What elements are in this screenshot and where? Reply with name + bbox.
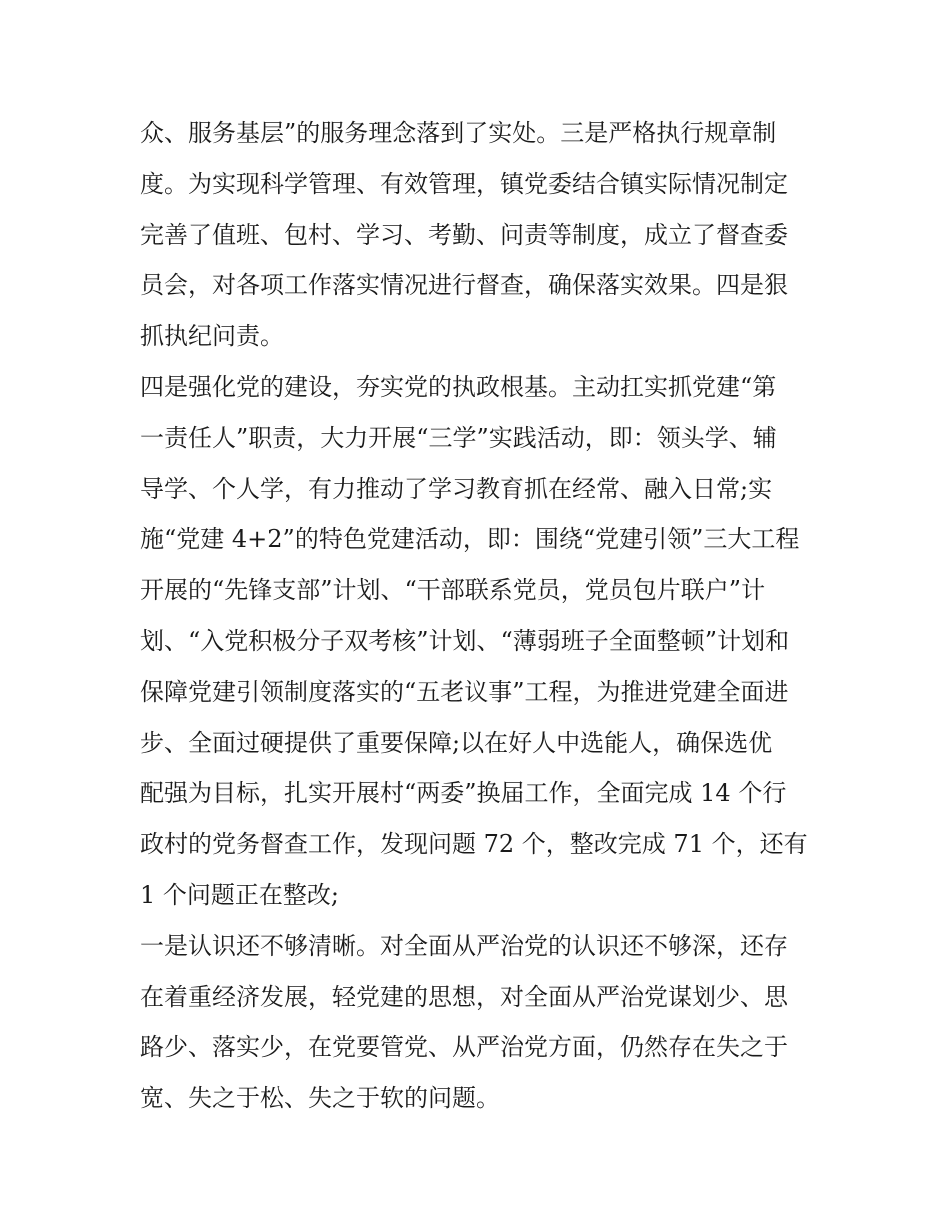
- text-line: 抓执纪问责。: [140, 322, 284, 351]
- text-line: 在着重经济发展，轻党建的思想，对全面从严治党谋划少、思: [140, 982, 788, 1011]
- text-line: 宽、失之于松、失之于软的问题。: [140, 1084, 500, 1113]
- body-text: [140, 108, 820, 1124]
- text-line: 配强为目标，扎实开展村“两委”换届工作，全面完成 14 个行: [140, 779, 787, 808]
- text-line: 政村的党务督查工作，发现问题 72 个，整改完成 71 个，还有: [140, 830, 808, 859]
- text-line: 众、服务基层”的服务理念落到了实处。三是严格执行规章制: [140, 119, 777, 147]
- text-line: 度。为实现科学管理、有效管理，镇党委结合镇实际情况制定: [140, 169, 788, 198]
- text-line: 四是强化党的建设，夯实党的执政根基。主动扛实抓党建“第: [140, 372, 777, 401]
- text-line: 一是认识还不够清晰。对全面从严治党的认识还不够深，还存: [140, 931, 788, 960]
- text-line: 导学、个人学，有力推动了学习教育抓在经常、融入日常;实: [140, 474, 773, 503]
- text-line: 1 个问题正在整改;: [140, 880, 339, 909]
- text-line: 路少、落实少，在党要管党、从严治党方面，仍然存在失之于: [140, 1033, 788, 1062]
- text-line: 开展的“先锋支部”计划、“干部联系党员，党员包片联户”计: [140, 576, 766, 605]
- text-line: 施“党建 4+2”的特色党建活动，即：围绕“党建引领”三大工程: [140, 525, 800, 554]
- text-line: 划、“入党积极分子双考核”计划、“薄弱班子全面整顿”计划和: [140, 626, 790, 655]
- text-line: 员会，对各项工作落实情况进行督查，确保落实效果。四是狠: [140, 271, 788, 300]
- text-line: 完善了值班、包村、学习、考勤、问责等制度，成立了督查委: [140, 220, 788, 249]
- text-line: 步、全面过硬提供了重要保障;以在好人中选能人，确保选优: [140, 728, 773, 757]
- text-line: 保障党建引领制度落实的“五老议事”工程，为推进党建全面进: [140, 677, 789, 706]
- text-line: 一责任人”职责，大力开展“三学”实践活动，即：领头学、辅: [140, 423, 777, 452]
